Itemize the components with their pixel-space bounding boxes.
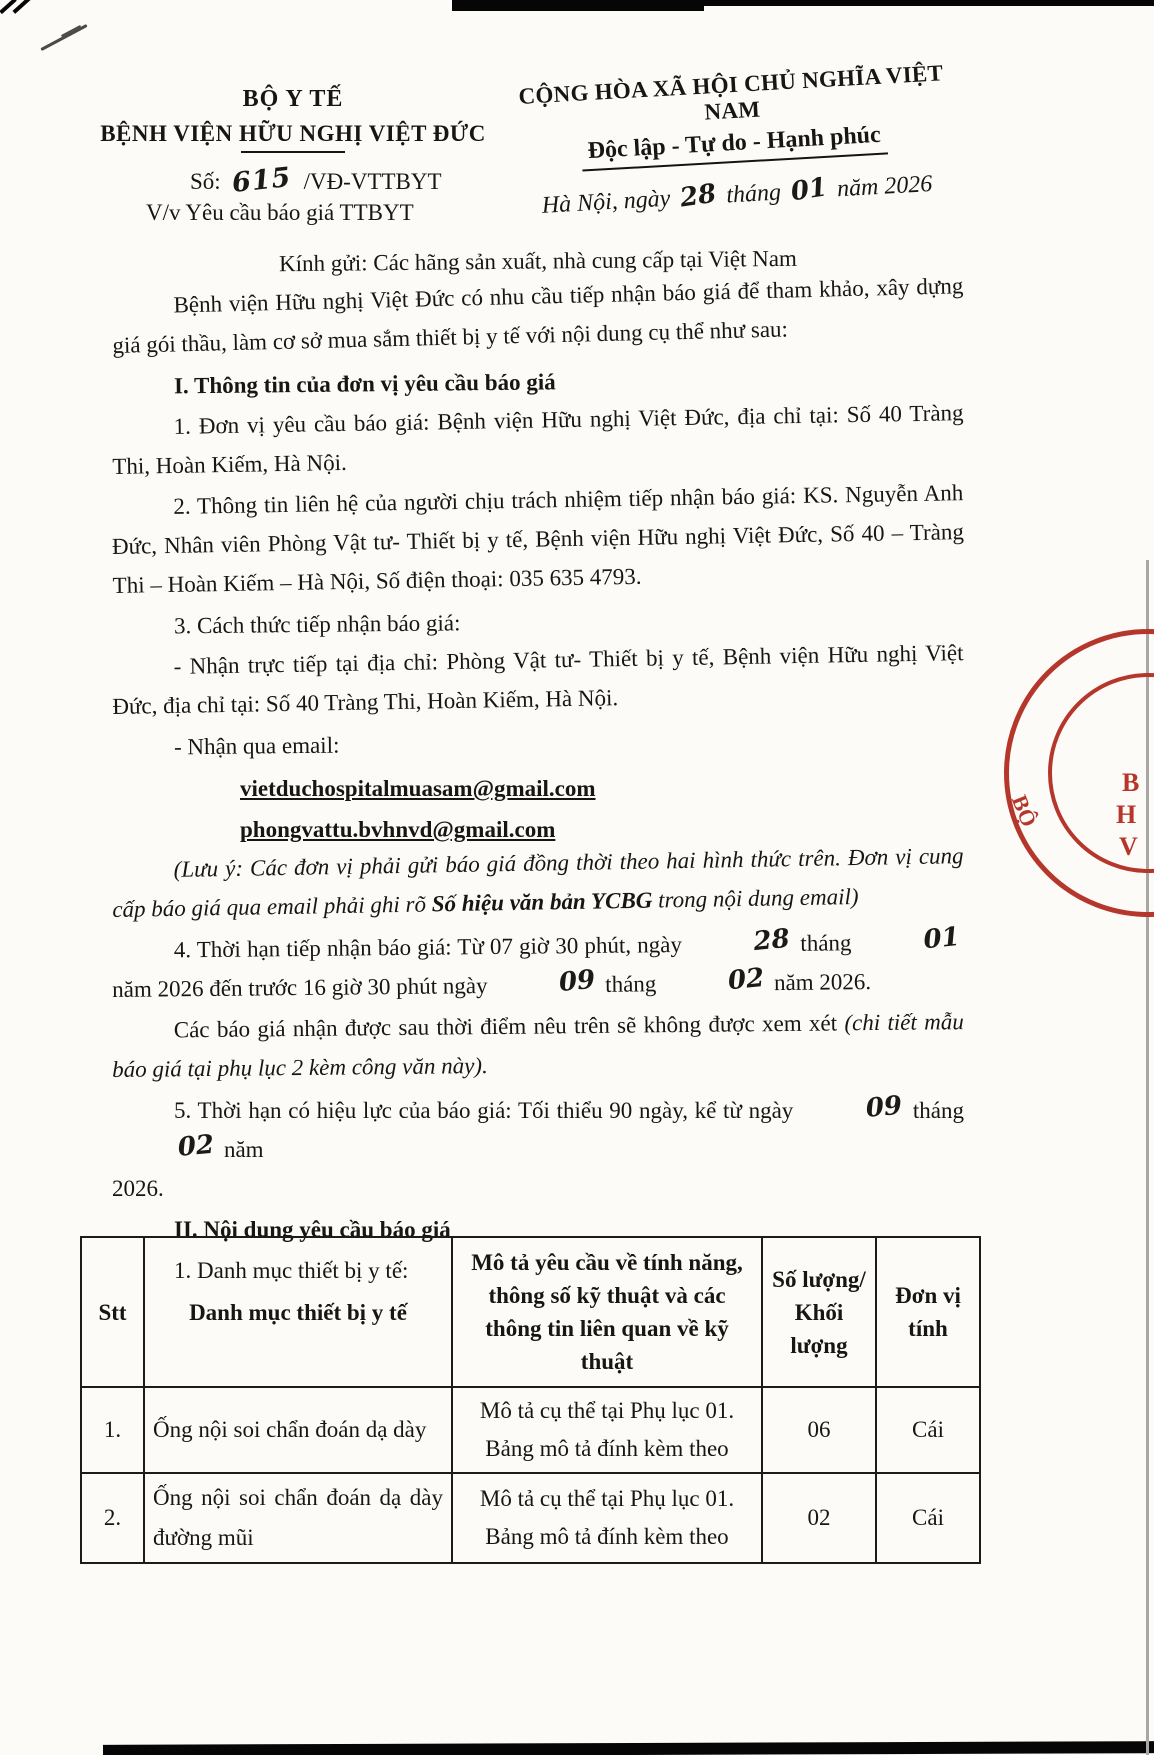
stamp-center-letter-1: B: [1122, 768, 1140, 797]
table-row: [81, 1473, 980, 1563]
item-4-pre: 4. Thời hạn tiếp nhận báo giá: Từ 07 giờ 30 phút, ngày: [173, 932, 683, 963]
document-number-handwritten: 615: [230, 161, 294, 200]
handwritten-day-1: 28: [752, 923, 792, 958]
col-header-danh-muc: Danh mục thiết bị y tế: [144, 1237, 452, 1387]
row1-don-vi: Cái: [876, 1387, 980, 1473]
late-note-plain: Các báo giá nhận được sau thời điểm nêu trên sẽ không được xem xét: [173, 1010, 838, 1043]
pencil-check-mark-long: [40, 24, 87, 51]
document-number-label: Số:: [190, 169, 221, 194]
item-2: 2. Thông tin liên hệ của người chịu trách nhiệm tiếp nhận báo giá: KS. Nguyễn Anh Đức, Nhân viên Phòng Vật tư- Thiết bị y tế, Bệnh viện Hữu nghị Việt Đức, Số 40 – Tràng Thi – Hoàn Kiếm – Hà Nội, Số điện thoại: 035 635 4793.: [111, 480, 965, 598]
scan-artifact-top-bar-thin: [700, 0, 1154, 6]
document-number-line: [78, 161, 508, 200]
document-number-suffix: /VĐ-VTTBYT: [303, 169, 442, 194]
national-header-block: [491, 59, 978, 223]
item-3-email-label: - Nhận qua email:: [173, 732, 340, 760]
email-address-2: phongvattu.bvhnvd@gmail.com: [240, 817, 556, 842]
note-text-post: trong nội dung email): [657, 883, 859, 913]
table-header-row: [81, 1237, 980, 1387]
year-word: năm 2026: [836, 171, 933, 203]
col-header-mo-ta: Mô tả yêu cầu về tính năng, thông số kỹ thuật và các thông tin liên quan về kỹ thuật: [452, 1237, 762, 1387]
handwritten-month-1: 01: [922, 921, 961, 956]
salutation: Kính gửi: Các hãng sản xuất, nhà cung cấp tại Việt Nam: [278, 245, 797, 277]
handwritten-month: 01: [788, 172, 830, 208]
item-5-thang: tháng: [912, 1098, 965, 1123]
item-4-thang-2: tháng: [605, 971, 657, 997]
row2-don-vi: Cái: [876, 1473, 980, 1563]
item-4-thang-1: tháng: [800, 930, 852, 956]
item-5-pre: 5. Thời hạn có hiệu lực của báo giá: Tối thiểu 90 ngày, kể từ ngày: [174, 1098, 794, 1123]
section-2-title: II. Nội dung yêu cầu báo giá: [174, 1217, 451, 1242]
handwritten-validity-day: 09: [864, 1090, 904, 1124]
item-4-end: năm 2026.: [773, 969, 872, 996]
table-row: [81, 1387, 980, 1473]
place-date-line: [497, 166, 978, 223]
place-date-prefix: Hà Nội, ngày: [541, 185, 672, 219]
item-1: 1. Đơn vị yêu cầu báo giá: Bệnh viện Hữu nghị Việt Đức, địa chỉ tại: Số 40 Tràng Thi, Hoàn Kiếm, Hà Nội.: [112, 400, 964, 479]
email-address-1: vietduchospitalmuasam@gmail.com: [240, 776, 596, 801]
col-header-don-vi: Đơn vị tính: [876, 1237, 980, 1387]
document-subject: V/v Yêu cầu báo giá TTBYT: [146, 200, 414, 225]
row1-so-luong: 06: [762, 1387, 876, 1473]
col-header-stt: Stt: [81, 1237, 144, 1387]
scan-artifact-top-bar-thick: [452, 0, 704, 11]
item-4: [112, 922, 965, 1009]
row2-stt: 2.: [81, 1473, 144, 1563]
stamp-inner-ring: [1048, 673, 1154, 873]
row2-danh-muc: Ống nội soi chẩn đoán dạ dày đường mũi: [144, 1473, 452, 1563]
note-text-bold: Số hiệu văn bản YCBG: [431, 887, 653, 917]
month-word: tháng: [725, 179, 782, 209]
item-3-direct: - Nhận trực tiếp tại địa chỉ: Phòng Vật tư- Thiết bị y tế, Bệnh viện Hữu nghị Việt Đức, địa chỉ tại: Số 40 Tràng Thi, Hoàn Kiếm, Hà Nội.: [112, 640, 964, 719]
item-4-mid: năm 2026 đến trước 16 giờ 30 phút ngày: [112, 973, 488, 1002]
row2-mo-ta: Mô tả cụ thể tại Phụ lục 01. Bảng mô tả đính kèm theo: [452, 1473, 762, 1563]
item-5-nam: năm: [223, 1137, 264, 1162]
hospital-underline: [241, 151, 345, 153]
late-quote-note: [112, 1002, 965, 1089]
handwritten-month-2: 02: [726, 962, 766, 997]
stamp-ring-text: BỘ: [1006, 791, 1042, 831]
row1-mo-ta: Mô tả cụ thể tại Phụ lục 01. Bảng mô tả đính kèm theo: [452, 1387, 762, 1473]
intro-paragraph: Bệnh viện Hữu nghị Việt Đức có nhu cầu tiếp nhận báo giá để tham khảo, xây dựng giá gói thầu, làm cơ sở mua sắm thiết bị y tế với nội dung cụ thể như sau:: [112, 273, 964, 358]
equipment-table: [80, 1236, 981, 1564]
national-motto: Độc lập - Tự do - Hạnh phúc: [581, 121, 888, 171]
item-5-year-line: 2026.: [112, 1176, 164, 1201]
stamp-outer-ring: [1004, 629, 1154, 917]
stamp-center-letter-2: H: [1116, 800, 1137, 829]
hospital-name: BỆNH VIỆN HỮU NGHỊ VIỆT ĐỨC: [100, 121, 486, 146]
section-1-title: I. Thông tin của đơn vị yêu cầu báo giá: [173, 369, 556, 399]
note-text-pre: (Lưu ý: Các đơn vị phải gửi báo giá đồng thời theo hai hình thức trên. Đơn vị cung cấp báo giá qua email phải ghi rõ: [112, 843, 964, 922]
item-3: 3. Cách thức tiếp nhận báo giá:: [173, 610, 461, 639]
issuer-block: [78, 86, 508, 226]
stamp-center-letter-3: V: [1119, 832, 1138, 861]
scan-artifact-bottom-bar: [103, 1741, 1154, 1755]
row1-stt: 1.: [81, 1387, 144, 1473]
note-paragraph: [111, 836, 964, 929]
item-5: [112, 1091, 964, 1208]
handwritten-day: 28: [678, 178, 719, 214]
handwritten-validity-month: 02: [176, 1129, 216, 1163]
paper-edge-line: [1146, 560, 1149, 1755]
col-header-so-luong: Số lượng/ Khối lượng: [762, 1237, 876, 1387]
handwritten-day-2: 09: [557, 964, 597, 999]
ministry-name: BỘ Y TẾ: [242, 86, 344, 112]
late-note-italic: (chi tiết mẫu báo giá tại phụ lục 2 kèm công văn này).: [112, 1009, 964, 1082]
equipment-list-title: 1. Danh mục thiết bị y tế:: [174, 1258, 409, 1283]
letter-body: [112, 246, 964, 1292]
row1-danh-muc: Ống nội soi chẩn đoán dạ dày: [144, 1387, 452, 1473]
country-title: CỘNG HÒA XÃ HỘI CHỦ NGHĨA VIỆT NAM: [517, 60, 944, 125]
row2-so-luong: 02: [762, 1473, 876, 1563]
